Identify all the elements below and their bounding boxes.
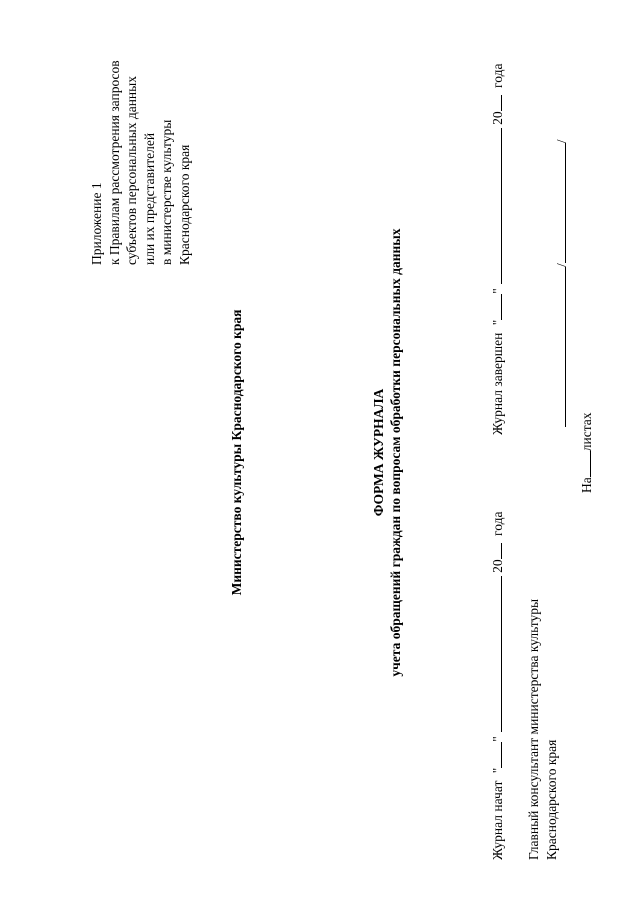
consultant-block: [525, 599, 560, 860]
month-blank[interactable]: [488, 576, 502, 732]
day-blank[interactable]: [488, 742, 502, 768]
sheets-prefix: На: [579, 477, 594, 493]
appendix-line: или их представителей: [141, 132, 157, 265]
appendix-line: Приложение 1: [89, 182, 104, 265]
month-blank[interactable]: [488, 128, 502, 284]
century-label: 20: [490, 111, 505, 125]
quote-close: ": [490, 288, 505, 294]
century-label: 20: [490, 559, 505, 573]
journal-end-label: Журнал завершен: [490, 332, 505, 435]
year-word: года: [490, 511, 505, 536]
appendix-block: [88, 60, 193, 265]
year-blank[interactable]: [488, 543, 502, 559]
signature-end: /: [554, 139, 569, 144]
form-subtitle: учета обращений граждан по вопросам обработки персональных данных: [388, 228, 403, 677]
appendix-line: субъектов персональных данных: [124, 76, 139, 265]
ministry-title: Министерство культуры Краснодарского края: [229, 309, 244, 596]
quote-open: ": [490, 319, 505, 326]
appendix-line: к Правилам рассмотрения запросов: [106, 60, 122, 265]
name-blank[interactable]: [553, 143, 566, 263]
sheets-suffix: листах: [579, 412, 594, 452]
signature-separator: /: [554, 263, 569, 267]
year-blank[interactable]: [488, 95, 502, 111]
day-blank[interactable]: [488, 294, 502, 320]
sheets-count-line: [577, 412, 595, 493]
consultant-line: Краснодарского края: [543, 739, 559, 860]
journal-start-line: [488, 512, 506, 861]
consultant-line: Главный консультант министерства культуры: [526, 598, 541, 860]
quote-open: ": [490, 767, 505, 774]
appendix-line: в министерстве культуры: [159, 119, 174, 265]
year-word: года: [490, 63, 505, 88]
quote-close: ": [490, 736, 505, 742]
appendix-line: Краснодарского края: [176, 144, 192, 265]
signature-blank[interactable]: [553, 267, 566, 427]
journal-end-line: [488, 64, 506, 435]
journal-start-label: Журнал начат: [490, 780, 505, 860]
sheets-count-blank[interactable]: [577, 451, 591, 477]
form-title: ФОРМА ЖУРНАЛА: [371, 388, 386, 517]
signature-line: [553, 139, 570, 427]
